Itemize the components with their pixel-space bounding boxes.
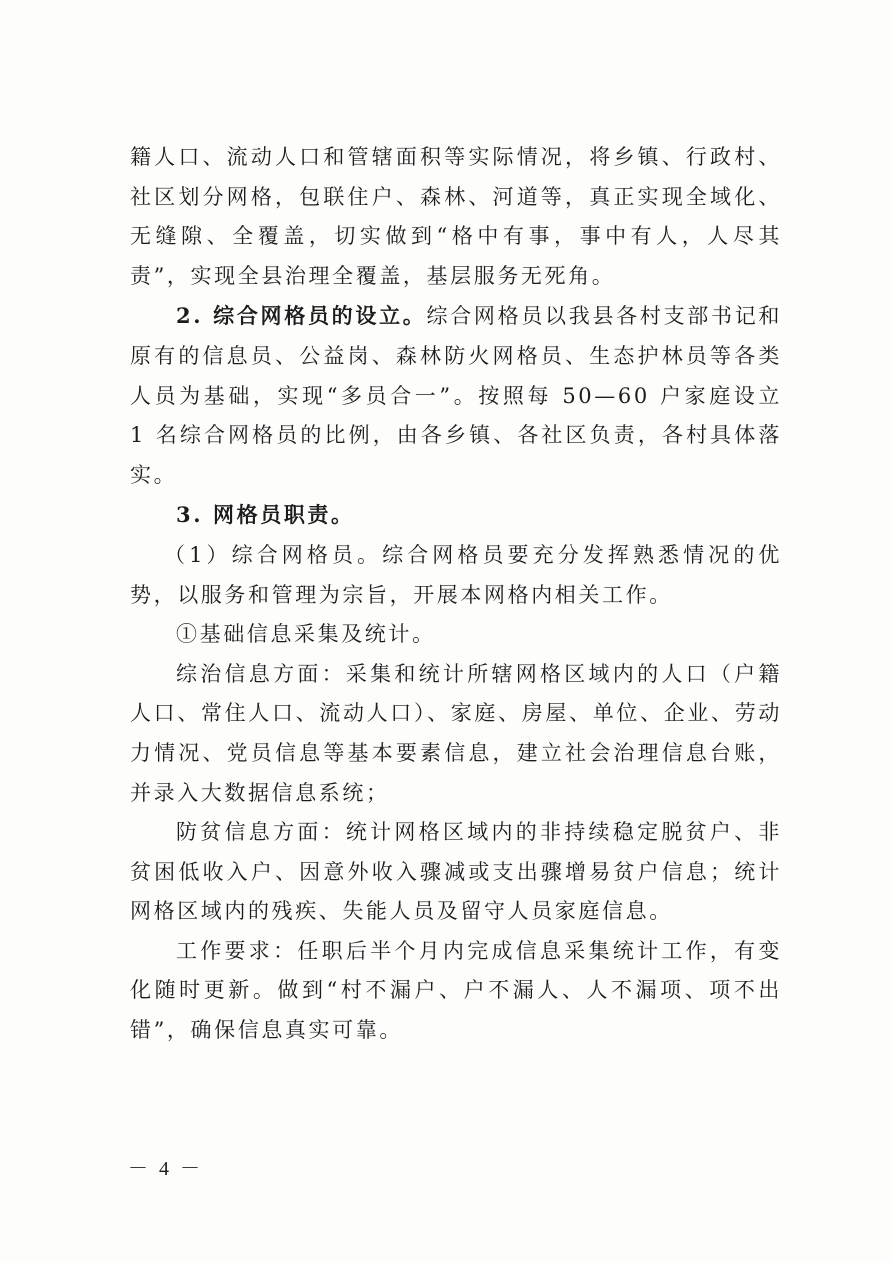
document-body — [130, 138, 782, 1051]
paragraph-grid-staff-duties — [130, 495, 782, 536]
paragraph-poverty-prevention-info: 防贫信息方面：统计网格区域内的非持续稳定脱贫户、非贫困低收入户、因意外收入骤减或支出骤增易贫户信息；统计网格区域内的残疾、失能人员及留守人员家庭信息。 — [130, 820, 782, 924]
paragraph-grid-staff-setup — [130, 296, 782, 495]
paragraph-work-requirements: 工作要求：任职后半个月内完成信息采集统计工作，有变化随时更新。做到“村不漏户、户不漏人、人不漏项、项不出错”，确保信息真实可靠。 — [130, 938, 782, 1043]
section-heading-grid-staff-duties: 3. 网格员职责。 — [176, 502, 355, 528]
paragraph-basic-info-collection: ①基础信息采集及统计。 — [176, 622, 436, 647]
paragraph-grid-staff-setup-text: 综合网格员以我县各村支部书记和原有的信息员、公益岗、森林防火网格员、生态护林员等各类人员为基础，实现“多员合一”。按照每 50—60 户家庭设立 1 名综合网格员的比例，由各乡镇、各社区负责，各村具体落实。 — [130, 304, 783, 487]
paragraph-governance-info: 综治信息方面：采集和统计所辖网格区域内的人口（户籍人口、常住人口、流动人口）、家庭、房屋、单位、企业、劳动力情况、党员信息等基本要素信息，建立社会治理信息台账，并录入大数据信息系统； — [130, 661, 782, 805]
section-heading-grid-staff-setup: 2. 综合网格员的设立。 — [176, 303, 427, 329]
page-number: － 4 － — [128, 1158, 203, 1180]
paragraph-comprehensive-grid-staff: （1）综合网格员。综合网格员要充分发挥熟悉情况的优势，以服务和管理为宗旨，开展本网格内相关工作。 — [130, 542, 782, 607]
paragraph-continuation: 籍人口、流动人口和管辖面积等实际情况，将乡镇、行政村、社区划分网格，包联住户、森林、河道等，真正实现全域化、无缝隙、全覆盖，切实做到“格中有事，事中有人，人尽其责”，实现全县治理全覆盖，基层服务无死角。 — [130, 145, 782, 288]
